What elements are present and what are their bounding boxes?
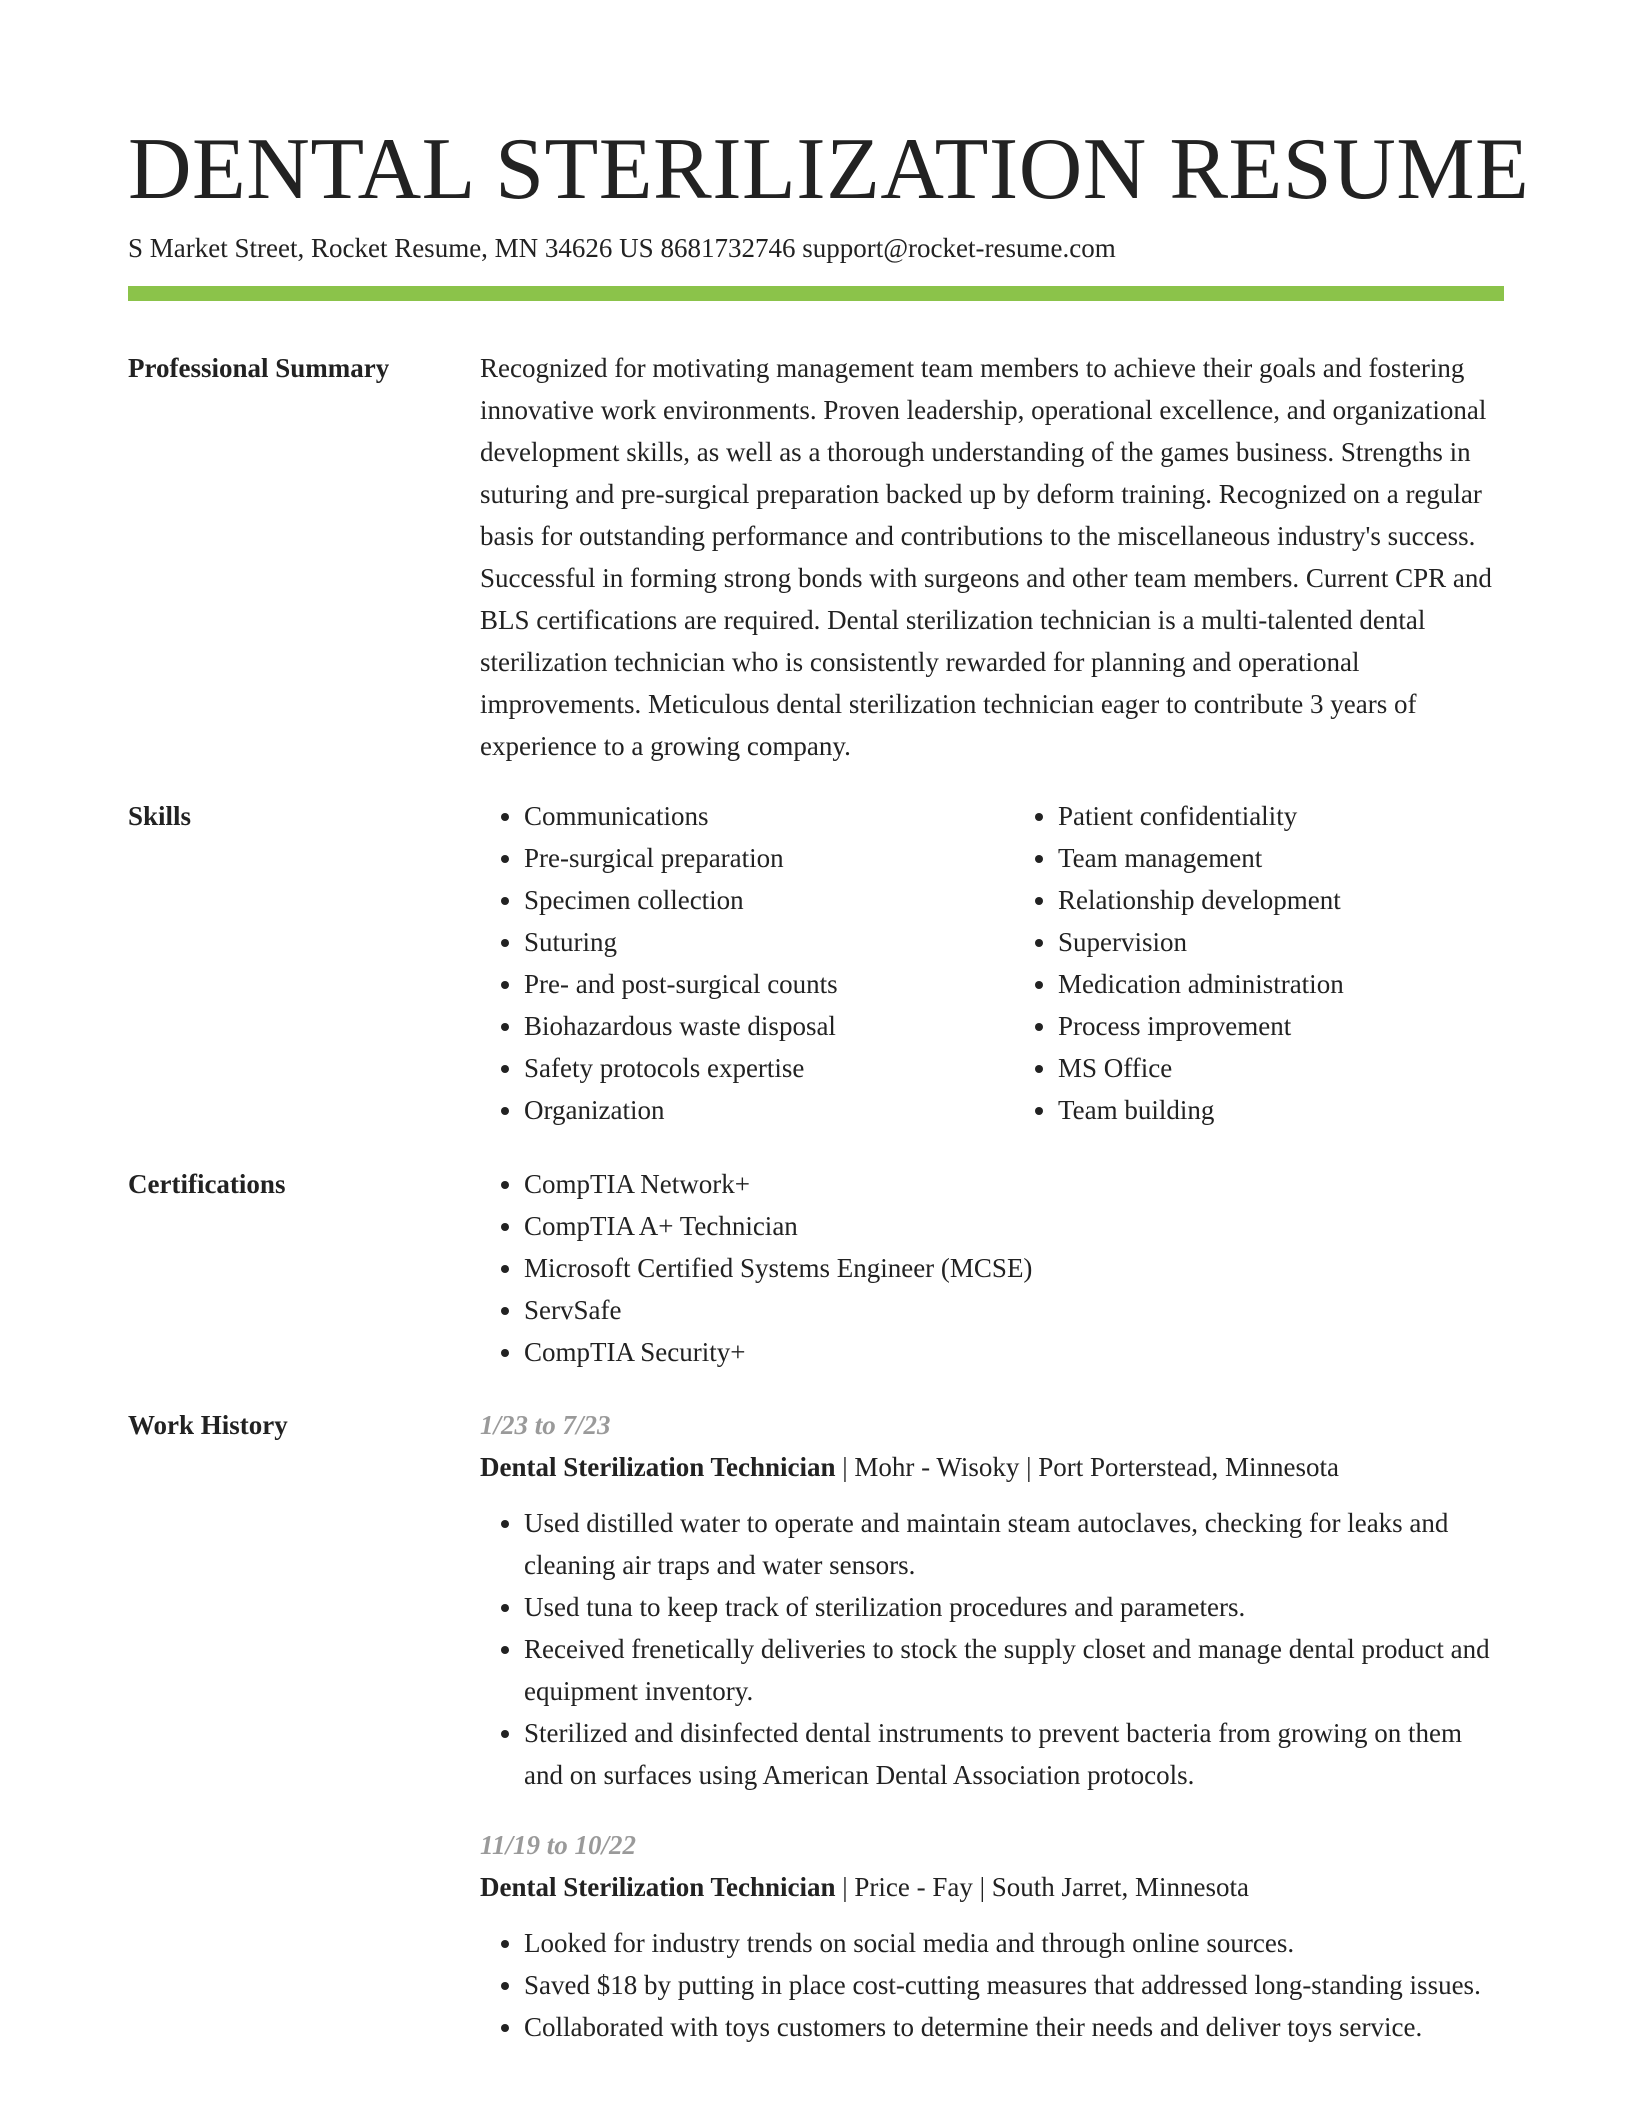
skill-item: • Team management [1058, 837, 1504, 879]
summary-text: Recognized for motivating management team members to achieve their goals and fostering innovative work environments. Proven leadership, operational excellence, and organizational development skills, as well as a thorough understanding of the games business. Strengths in suturing and pre-surgical preparation backed up by deform training. Recognized on a regular basis for outstanding performance and contributions to the miscellaneous industry's success. Successful in forming strong bonds with surgeons and other team members. Current CPR and BLS certifications are required. Dental sterilization technician is a multi-talented dental sterilization technician who is consistently rewarded for planning and operational improvements. Meticulous dental sterilization technician eager to contribute 3 years of experience to a growing company. [480, 353, 1492, 761]
job-header [480, 1866, 1504, 1908]
skill-item: • Pre- and post-surgical counts [524, 963, 970, 1005]
job-entry [480, 1824, 1504, 2048]
certification-item: • CompTIA Security+ [524, 1331, 1504, 1373]
certifications-list [480, 1163, 1504, 1373]
skill-item: • Safety protocols expertise [524, 1047, 970, 1089]
certification-item: • ServSafe [524, 1289, 1504, 1331]
job-title: Dental Sterilization Technician [480, 1872, 836, 1902]
job-bullet: • Collaborated with toys customers to determine their needs and deliver toys service. [524, 2006, 1504, 2048]
accent-divider [128, 286, 1504, 301]
skill-item: • Biohazardous waste disposal [524, 1005, 970, 1047]
skills-list-left [480, 795, 970, 1131]
certification-item: • Microsoft Certified Systems Engineer (MCSE) [524, 1247, 1504, 1289]
skill-item: • Suturing [524, 921, 970, 963]
job-details: | Price - Fay | South Jarret, Minnesota [835, 1872, 1250, 1902]
job-title: Dental Sterilization Technician [480, 1452, 836, 1482]
job-bullet: • Used tuna to keep track of sterilization procedures and parameters. [524, 1586, 1504, 1628]
skill-item: • Medication administration [1058, 963, 1504, 1005]
contact-line: S Market Street, Rocket Resume, MN 34626 US 8681732746 support@rocket-resume.com [128, 233, 1116, 263]
skill-item: • MS Office [1058, 1047, 1504, 1089]
certifications-heading: Certifications [128, 1169, 286, 1199]
skills-heading: Skills [128, 801, 192, 831]
skills-list-right [1014, 795, 1504, 1131]
skill-item: • Relationship development [1058, 879, 1504, 921]
certification-item: • CompTIA A+ Technician [524, 1205, 1504, 1247]
job-bullet: • Received frenetically deliveries to stock the supply closet and manage dental product and equipment inventory. [524, 1628, 1504, 1712]
skill-item: • Pre-surgical preparation [524, 837, 970, 879]
job-bullets [480, 1922, 1504, 2048]
job-bullets [480, 1502, 1504, 1796]
skill-item: • Supervision [1058, 921, 1504, 963]
skill-item: • Organization [524, 1089, 970, 1131]
job-date: 1/23 to 7/23 [480, 1410, 611, 1440]
skill-item: • Specimen collection [524, 879, 970, 921]
summary-heading: Professional Summary [128, 353, 390, 383]
job-bullet: • Sterilized and disinfected dental instruments to prevent bacteria from growing on them and on surfaces using American Dental Association protocols. [524, 1712, 1504, 1796]
skill-item: • Communications [524, 795, 970, 837]
job-date: 11/19 to 10/22 [480, 1830, 637, 1860]
job-details: | Mohr - Wisoky | Port Porterstead, Minnesota [835, 1452, 1339, 1482]
work-history-heading: Work History [128, 1410, 288, 1440]
skill-item: • Team building [1058, 1089, 1504, 1131]
job-bullet: • Looked for industry trends on social media and through online sources. [524, 1922, 1504, 1964]
resume-title: DENTAL STERILIZATION RESUME [128, 121, 1530, 218]
job-entry [480, 1404, 1504, 1796]
job-bullet: • Used distilled water to operate and maintain steam autoclaves, checking for leaks and cleaning air traps and water sensors. [524, 1502, 1504, 1586]
job-bullet: • Saved $18 by putting in place cost-cutting measures that addressed long-standing issues. [524, 1964, 1504, 2006]
certification-item: • CompTIA Network+ [524, 1163, 1504, 1205]
skill-item: • Patient confidentiality [1058, 795, 1504, 837]
skill-item: • Process improvement [1058, 1005, 1504, 1047]
job-header [480, 1446, 1504, 1488]
